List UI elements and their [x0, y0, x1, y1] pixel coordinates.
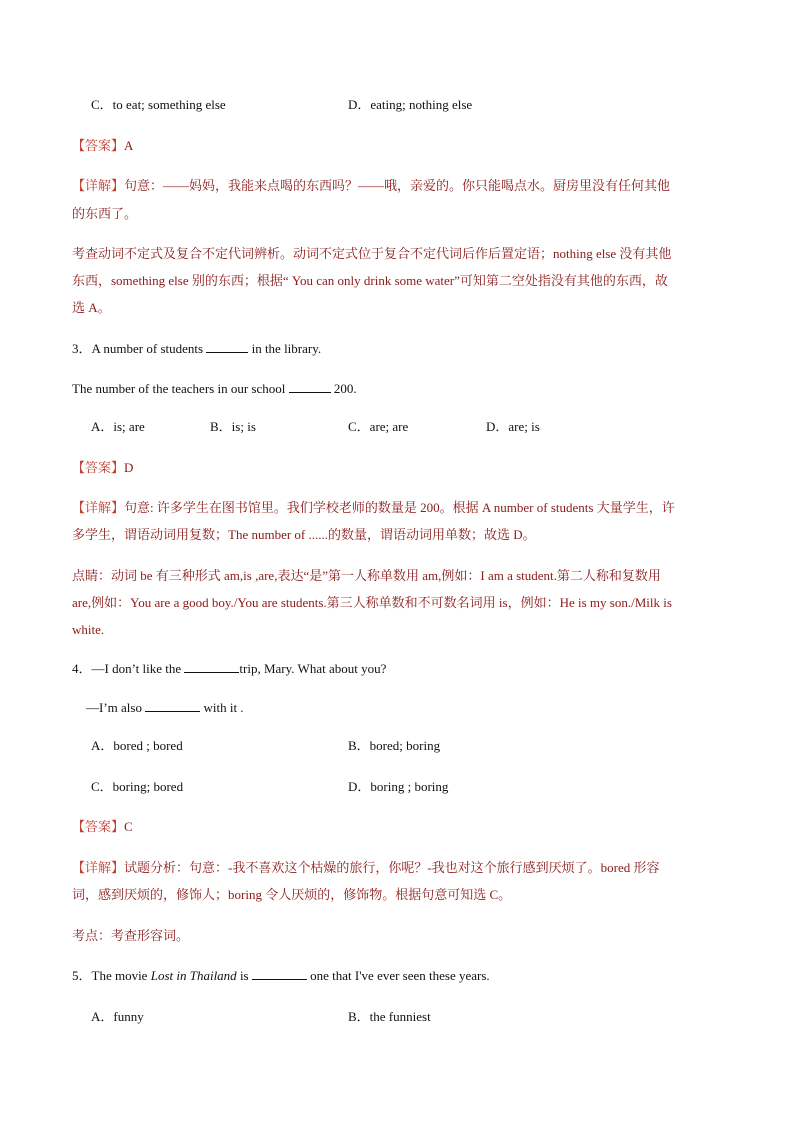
answer-blank — [206, 340, 248, 353]
q3-stem-line1 — [72, 340, 321, 358]
answer-blank — [252, 967, 307, 980]
stem-text: is — [239, 968, 249, 983]
answer-blank — [184, 660, 239, 673]
q3-option-d: D．are; is — [486, 419, 540, 434]
q3-detail-line2: 多学生，谓语动词用复数；The number of ......的数量，谓语动词用单数；故选 D。 — [72, 527, 536, 542]
q4-detail-line1 — [72, 859, 660, 877]
q4-option-d: D．boring ; boring — [348, 779, 449, 794]
q2-detail-line1 — [72, 177, 670, 195]
q3-option-a: A．is; are — [91, 419, 145, 434]
q3-detail-line1 — [72, 499, 675, 517]
q4-stem-line2 — [86, 699, 244, 717]
stem-text: 200. — [333, 381, 357, 396]
detail-text: 句意：——妈妈，我能来点喝的东西吗？——哦，亲爱的。你只能喝点水。厨房里没有任何其他 — [124, 178, 671, 193]
q2-analysis-line2: 东西，something else 别的东西；根据“ You can only drink some water”可知第二空处指没有其他的东西，故 — [72, 273, 668, 288]
detail-label: 【详解】 — [72, 860, 125, 875]
answer-blank — [145, 699, 200, 712]
q4-stem-line1 — [72, 660, 386, 678]
answer-value: C — [124, 819, 133, 834]
stem-text: trip, Mary. What about you? — [239, 661, 387, 676]
q2-option-d: D．eating; nothing else — [348, 97, 473, 112]
answer-label: 【答案】 — [72, 819, 125, 834]
q3-tip-line2: are,例如：You are a good boy./You are students.第三人称单数和不可数名词用 is，例如：He is my son./Milk is — [72, 595, 672, 610]
q3-answer — [72, 459, 133, 477]
q4-option-b: B．bored; boring — [348, 738, 441, 753]
stem-text: in the library. — [251, 341, 322, 356]
detail-text: 试题分析：句意：-我不喜欢这个枯燥的旅行，你呢？-我也对这个旅行感到厌烦了。bored 形容 — [124, 860, 660, 875]
detail-label: 【详解】 — [72, 178, 125, 193]
q2-option-c: C．to eat; something else — [91, 97, 226, 112]
stem-text: with it . — [203, 700, 244, 715]
stem-text: The number of the teachers in our school — [72, 381, 286, 396]
q4-option-c: C．boring; bored — [91, 779, 184, 794]
q2-detail-line2: 的东西了。 — [72, 206, 138, 221]
q4-answer — [72, 818, 133, 836]
q3-tip-line1: 点睛：动词 be 有三种形式 am,is ,are,表达“是”第一人称单数用 am,例如：I am a student.第二人称和复数用 — [72, 568, 661, 583]
stem-text: one that I've ever seen these years. — [310, 968, 490, 983]
answer-blank — [289, 380, 331, 393]
stem-text: —I’m also — [86, 700, 142, 715]
q2-answer — [72, 137, 133, 155]
q3-stem-line2 — [72, 380, 357, 398]
q2-analysis-line3: 选 A。 — [72, 300, 111, 315]
answer-label: 【答案】 — [72, 138, 125, 153]
stem-text: 4．—I don’t like the — [72, 661, 182, 676]
detail-text: 句意: 许多学生在图书馆里。我们学校老师的数量是 200。根据 A number of students 大量学生，许 — [124, 500, 675, 515]
q3-tip-line3: white. — [72, 622, 105, 637]
answer-value: A — [124, 138, 134, 153]
q5-option-b: B．the funniest — [348, 1009, 431, 1024]
q4-detail-line2: 词，感到厌烦的，修饰人；boring 令人厌烦的，修饰物。根据句意可知选 C。 — [72, 887, 512, 902]
detail-label: 【详解】 — [72, 500, 125, 515]
stem-text: 5．The movie — [72, 968, 148, 983]
q3-option-b: B．is; is — [210, 419, 256, 434]
stem-text: 3．A number of students — [72, 341, 204, 356]
answer-value: D — [124, 460, 134, 475]
q3-option-c: C．are; are — [348, 419, 409, 434]
answer-label: 【答案】 — [72, 460, 125, 475]
q4-kaodian: 考点：考查形容词。 — [72, 928, 190, 943]
movie-title: Lost in Thailand — [150, 968, 237, 983]
q4-option-a: A．bored ; bored — [91, 738, 183, 753]
q5-option-a: A．funny — [91, 1009, 144, 1024]
q2-analysis-line1: 考查动词不定式及复合不定代词辨析。动词不定式位于复合不定代词后作后置定语；nothing else 没有其他 — [72, 246, 672, 261]
q5-stem — [72, 967, 490, 985]
